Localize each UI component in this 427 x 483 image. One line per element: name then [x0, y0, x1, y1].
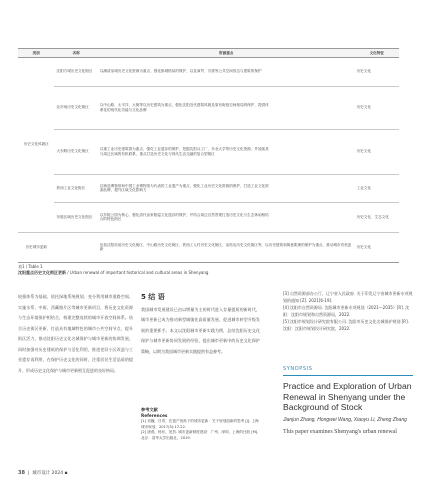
references-title-cn: 参考文献 [141, 407, 158, 412]
table-cell-type: 历史文化 [355, 232, 399, 262]
page-number: 38 [18, 470, 25, 476]
synopsis [283, 366, 413, 436]
paragraph: 较强体系为基础，依托绿地系统规划，充分利用城市道路空间、实施水系、中街、西藏路片区等城市更新项目，将历史文化资源与生态环境保护相结合，构建完整连续的城市开放空间体系。结合历史街区更新，打造具有地域特色的城市公共空间节点，提升街区活力，推动沈阳历史文化名城保护与城市更新的协调发展。同时加强对历史建筑的保护与活化利用，推进老旧小区改造与工业遗存再利用，在保护历史文化的同时，注重居民生活品质的提升，形成历史文化保护与城市更新相互促进的良好格局。 [18, 294, 133, 373]
table-cell-feature: 以重工业历史建筑群为重点，强化工业遗存的保护，挖掘沈阳兵工厂、东北大学等历史文化资源，并延续其与周边区域的有机联系，重点打造历史文化与现代生活交融的复合型街区 [98, 129, 272, 174]
table-row [18, 57, 399, 86]
table-cell-blank [272, 86, 355, 129]
table-caption-cn: 沈阳重点历史文化街区更新 [18, 270, 66, 275]
references-continued [283, 291, 413, 334]
synopsis-authors: Jianjun Zhang, Hongwei Wang, Xiaoyu Li, Zheng Zhang [283, 416, 407, 423]
table-cell-feature: 以满清皇城历史文化资源为重点，强化都城格局的保护，以及商贸、宗族等公共空间形态与建筑的保护 [98, 57, 272, 86]
synopsis-abstract: This paper examines Shenyang's urban renewal [283, 428, 397, 435]
reference-item: [1] 邓巍，吕青，在遗产视角下的城市更新：关于规划创新的思考 [J]. 上海城市规划，2017(5):17-22. [141, 418, 259, 429]
table-cell-feature: 以铸造博物馆和中国工业博物馆为代表的工业遗产为重点，强化工业历史文化资源的保护，打造工业文化旅游品牌，提升区域文化影响力 [98, 174, 272, 202]
table-row [18, 232, 399, 262]
table-cell-type: 工业文化 [355, 174, 399, 202]
table-cell-category: 历史城市更新 [18, 232, 54, 262]
reference-item: [2] 唐燕，杨东，祝贺. 城市更新制度建设：广州、深圳、上海的比较 [M]. 北京：清华大学出版社，2019. [141, 430, 259, 440]
table-cell-feature: 以东陵公园为核心，强化清代皇家陵寝文化遗存的保护，并结合周边自然景观打造历史文化与生态休闲相结合的特色街区 [98, 202, 272, 232]
references [141, 407, 260, 442]
synopsis-label: SYNOPSIS [283, 366, 413, 376]
table-cell-name: 北市场历史文化街区 [54, 86, 97, 129]
table-row [18, 174, 399, 202]
table-header-type: 文化特征 [355, 49, 399, 58]
table-header-name: 名称 [54, 49, 97, 58]
table-row [18, 202, 399, 232]
table-row [18, 86, 399, 129]
table-caption-en: Urban renewal of important historical and cultural areas in Shenyang [69, 270, 209, 275]
reference-item: [5] 沈阳市规划设计研究院有限公司. 沈阳市历史文化名城保护规划 [R]. 沈阳：沈阳市规划设计研究院，2022. [283, 319, 409, 331]
table-cell-feature: 以中山路、太平洋、大街等以历史建筑为重点，强化沈阳近代建筑风貌及原有街巷空间格局的保护，提供体系化的现代化功能与文化品牌 [98, 86, 272, 129]
table-cell-blank [272, 129, 355, 174]
resource-table-grid [18, 48, 399, 263]
body-text-left [18, 292, 133, 376]
table-cell-feature: 包括沈阳站前历史文化街区、中山路历史文化街区、铁西工人村历史文化街区、皇姑屯历史文化街区等，以历史建筑和街巷肌理的保护为重点，推动城市有机更新 [98, 232, 355, 262]
section-heading: 5 结 语 [141, 293, 165, 301]
references-title-en: References [141, 412, 168, 418]
conclusion-section [141, 292, 260, 357]
resource-table [18, 48, 399, 263]
table-cell-category: 历史文化风貌区 [18, 57, 54, 232]
table-header-row [18, 49, 399, 58]
table-header-category: 类别 [18, 49, 54, 58]
table-cell-name [54, 232, 97, 262]
table-cell-blank [272, 202, 355, 232]
table-row [18, 129, 399, 174]
reference-item: [3] 自然资源部办公厅、辽宁省人民政府. 关于印发辽宁省城市更新专项规划的通知 [Z]. 2021[6-19]. [283, 291, 413, 303]
reference-item: [4] 沈阳市自然资源局. 沈阳城市更新专项规划（2021—2035）[R]. 沈阳：沈阳市规划和自然资源局，2022. [283, 305, 410, 317]
table-header-feature: 资源重点 [98, 49, 355, 58]
table-caption-label: 表1 / Table 1 [18, 264, 43, 269]
table-cell-type: 历史文化 [355, 57, 399, 86]
table-cell-name: 大东路历史文化街区 [54, 129, 97, 174]
table-cell-name: 东陵区域历史文化街区 [54, 202, 97, 232]
page-footer: 38 | 城市设计 2024 ▪ [18, 470, 68, 476]
table-cell-name: 铁西工业文化街区 [54, 174, 97, 202]
table-cell-type: 历史文化、生态文化 [355, 202, 399, 232]
synopsis-title: Practice and Exploration of Urban Renewal in Shenyang under the Background of Stock [283, 381, 412, 412]
table-cell-type: 历史文化 [355, 129, 399, 174]
table-caption: 表1 / Table 1 沈阳重点历史文化街区更新 / Urban renewal of important historical and cultural areas in Shenyang [18, 264, 209, 275]
journal-name: 城市设计 2024 ▪ [32, 471, 68, 476]
table-cell-type: 历史文化 [355, 86, 399, 129]
table-cell-blank [272, 57, 355, 86]
table-cell-blank [272, 174, 355, 202]
paragraph: 我国城市发展建设已由以增量为主的时代进入存量提质的新时代，城市更新已成为推动新型城镇化高质量发展、促进城市转型升级发展的重要抓手。本文以沈阳城市更新实践为例，总结沈阳历史文化保护与城市更新协同发展的经验，提出城市更新中的历史文化保护策略，以期为我国城市更新实践提供有益参考。 [141, 306, 260, 354]
table-cell-name: 沈阳方城历史文化街区 [54, 57, 97, 86]
